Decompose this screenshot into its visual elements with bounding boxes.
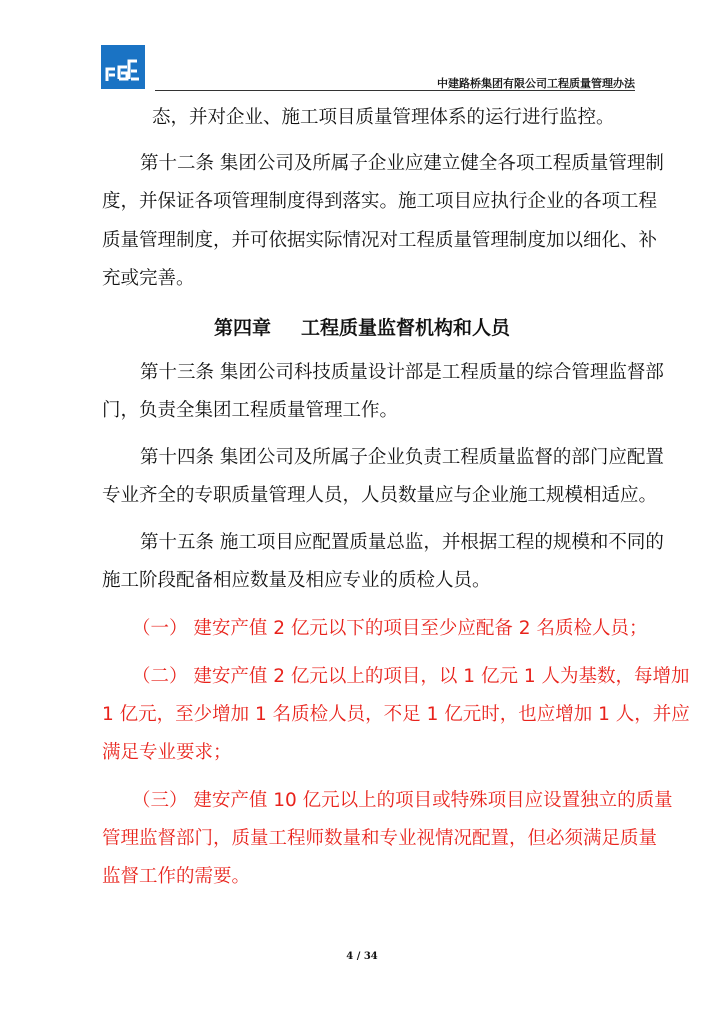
paragraph-line: 充或完善。	[102, 268, 195, 289]
paragraph-line: 质量管理制度，并可依据实际情况对工程质量管理制度加以细化、补	[102, 230, 658, 251]
paragraph-line: 施工阶段配备相应数量及相应专业的质检人员。	[102, 570, 491, 591]
paragraph-line: 第十五条 施工项目应配置质量总监，并根据工程的规模和不同的	[140, 532, 664, 553]
page-number: 4 / 34	[346, 951, 378, 962]
red-list-item-line: 1 亿元，至少增加 1 名质检人员，不足 1 亿元时，也应增加 1 人，并应	[102, 704, 690, 725]
chapter-title: 工程质量监督机构和人员	[301, 317, 511, 339]
red-list-item-line: 满足专业要求；	[102, 742, 232, 763]
paragraph-line: 度，并保证各项管理制度得到落实。施工项目应执行企业的各项工程	[102, 191, 658, 212]
red-list-item-line: 管理监督部门，质量工程师数量和专业视情况配置，但必须满足质量	[102, 828, 658, 849]
red-list-item: （二） 建安产值 2 亿元以上的项目，以 1 亿元 1 人为基数，每增加	[132, 666, 690, 687]
paragraph-line: 第十四条 集团公司及所属子企业负责工程质量监督的部门应配置	[140, 447, 664, 468]
red-list-item: （三） 建安产值 10 亿元以上的项目或特殊项目应设置独立的质量	[132, 790, 673, 811]
red-list-item: （一） 建安产值 2 亿元以下的项目至少应配备 2 名质检人员；	[132, 618, 648, 639]
logo-icon	[101, 45, 145, 89]
header-title: 中建路桥集团有限公司工程质量管理办法	[437, 77, 635, 90]
paragraph-line: 第十二条 集团公司及所属子企业应建立健全各项工程质量管理制	[140, 153, 664, 174]
paragraph-line: 门，负责全集团工程质量管理工作。	[102, 400, 399, 421]
chapter-number: 第四章	[213, 317, 271, 339]
chapter-heading	[0, 316, 724, 340]
paragraph-line: 第十三条 集团公司科技质量设计部是工程质量的综合管理监督部	[140, 362, 664, 383]
paragraph-line: 专业齐全的专职质量管理人员，人员数量应与企业施工规模相适应。	[102, 485, 658, 506]
company-logo	[101, 45, 145, 89]
red-list-item-line: 监督工作的需要。	[102, 866, 251, 887]
paragraph-line: 态，并对企业、施工项目质量管理体系的运行进行监控。	[152, 107, 615, 128]
